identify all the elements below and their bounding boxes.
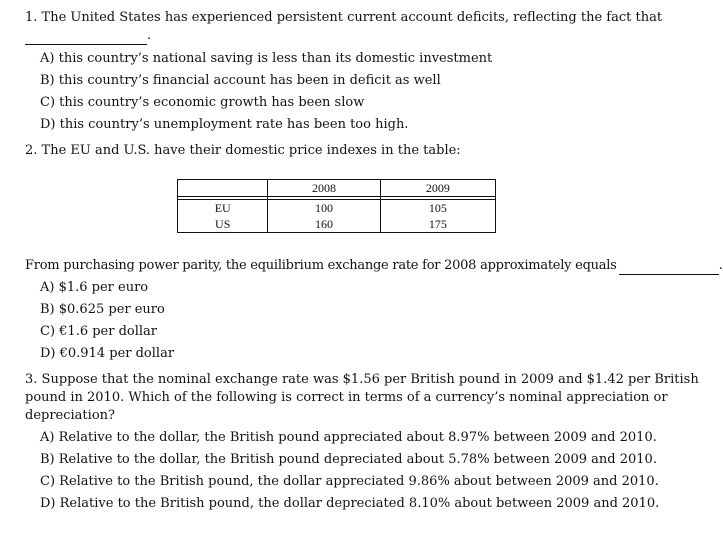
q3-option-b: B) Relative to the dollar, the British pound depreciated about 5.78% between 2009 and 2010. (40, 452, 657, 467)
q2-option-b: B) $0.625 per euro (40, 302, 165, 317)
price-index-table (177, 179, 496, 233)
table-header-cell (178, 180, 268, 197)
table-header-cell: 2009 (380, 180, 495, 197)
q3-option-c: C) Relative to the British pound, the dollar appreciated 9.86% about between 2009 and 2010. (40, 474, 659, 489)
table-cell: 160 (268, 216, 380, 233)
table-row (178, 200, 496, 217)
table-header-cell: 2008 (268, 180, 380, 197)
q3-option-a: A) Relative to the dollar, the British pound appreciated about 8.97% between 2009 and 2010. (40, 430, 657, 445)
q2-option-d: D) €0.914 per dollar (40, 346, 175, 361)
q3-stem-line-1: 3. Suppose that the nominal exchange rate was $1.56 per British pound in 2009 and $1.42 per British (25, 372, 699, 387)
q1-option-b: B) this country’s financial account has been in deficit as well (40, 73, 441, 88)
blank-line (25, 28, 147, 45)
q2-prompt (25, 258, 723, 275)
q1-answer-blank (25, 28, 151, 45)
q2-blank-end: . (718, 258, 723, 273)
table-row (178, 216, 496, 233)
q3-option-d: D) Relative to the British pound, the dollar depreciated 8.10% about between 2009 and 2010. (40, 496, 660, 511)
q2-option-a: A) $1.6 per euro (40, 280, 149, 295)
q3-stem-line-3: depreciation? (25, 408, 115, 423)
q3-stem-line-2: pound in 2010. Which of the following is correct in terms of a currency’s nominal appreciation or (25, 390, 668, 405)
q2-stem: 2. The EU and U.S. have their domestic price indexes in the table: (25, 143, 461, 158)
table-cell: 105 (380, 200, 495, 217)
q1-option-a: A) this country’s national saving is less than its domestic investment (40, 51, 493, 66)
q2-prompt-text: From purchasing power parity, the equilibrium exchange rate for 2008 approximately equals (25, 258, 617, 273)
q1-stem: 1. The United States has experienced persistent current account deficits, reflecting the fact that (25, 10, 663, 25)
q1-option-c: C) this country’s economic growth has been slow (40, 95, 365, 110)
blank-line (619, 258, 719, 275)
table-cell: 100 (268, 200, 380, 217)
table-cell: EU (178, 200, 268, 217)
table-cell: US (178, 216, 268, 233)
table-header-row (178, 180, 496, 197)
q1-option-d: D) this country’s unemployment rate has been too high. (40, 117, 409, 132)
table-cell: 175 (380, 216, 495, 233)
q2-option-c: C) €1.6 per dollar (40, 324, 158, 339)
q1-blank-end: . (147, 28, 152, 43)
